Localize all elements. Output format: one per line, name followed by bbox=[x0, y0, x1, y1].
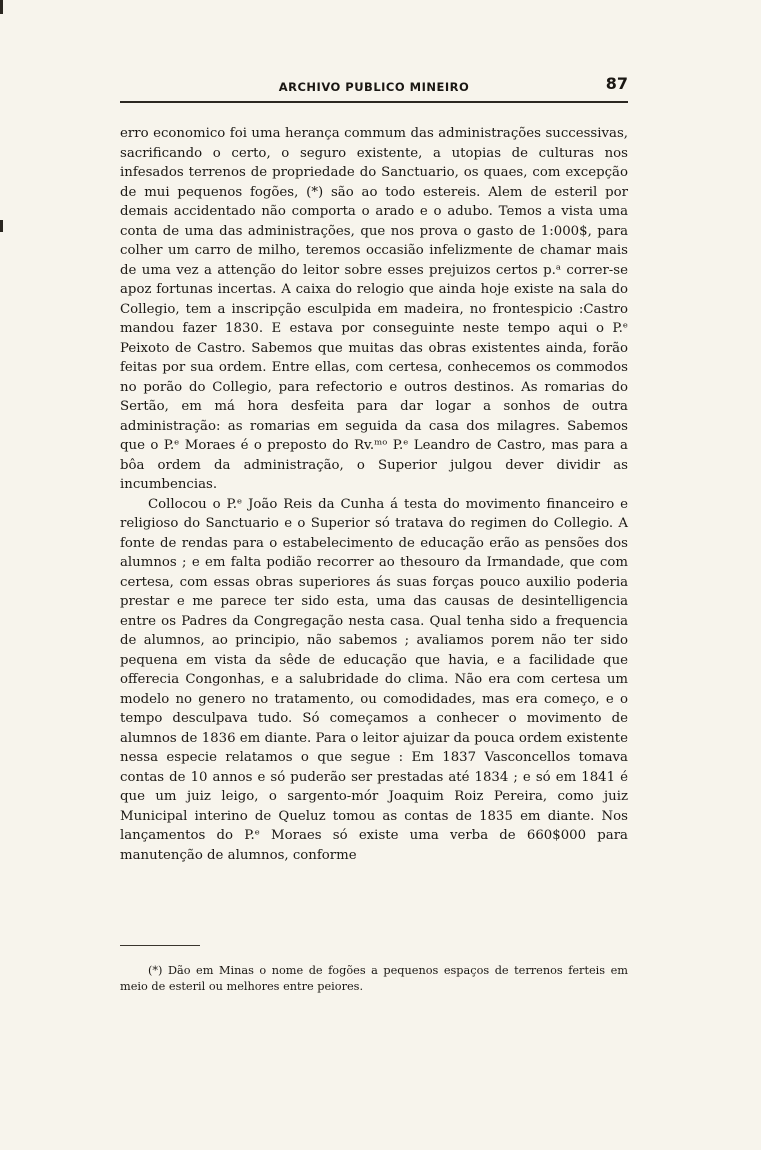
footnote-rule bbox=[120, 945, 200, 946]
running-head bbox=[120, 74, 628, 100]
scan-edge-mark bbox=[0, 0, 3, 14]
body-text bbox=[120, 124, 628, 865]
paragraph: Collocou o P.ᵉ João Reis da Cunha á testa do movimento financeiro e religioso do Sanctuario e o Superior só tratava do regimen do Collegio. A fonte de rendas para o estabelecimento de educação erão as pensões dos alumnos ; e em falta podião recorrer ao thesouro da Irmandade, que com certesa, com essas obras superiores ás suas forças pouco auxilio poderia prestar e me parece ter sido esta, uma das causas de desintelligencia entre os Padres da Congregação nesta casa. Qual tenha sido a frequencia de alumnos, ao principio, não sabemos ; avaliamos porem não ter sido pequena em vista da sêde de educação que havia, e a facilidade que offerecia Congonhas, e a salubridade do clima. Não era com certesa um modelo no genero no tratamento, ou comodidades, mas era começo, e o tempo desculpava tudo. Só começamos a conhecer o movimento de alumnos de 1836 em diante. Para o leitor ajuizar da pouca ordem existente nessa especie relatamos o que segue : Em 1837 Vasconcellos tomava contas de 10 annos e só puderão ser prestadas até 1834 ; e só em 1841 é que um juiz leigo, o sargento-mór Joaquim Roiz Pereira, como juiz Municipal interino de Queluz tomou as contas de 1835 em diante. Nos lançamentos do P.ᵉ Moraes só existe uma verba de 660$000 para manutenção de alumnos, conforme bbox=[120, 496, 628, 863]
scan-edge-mark bbox=[0, 220, 3, 232]
footnote: (*) Dão em Minas o nome de fogões a pequenos espaços de terrenos ferteis em meio de esteril ou melhores entre peiores. bbox=[120, 964, 628, 993]
header-rule bbox=[120, 101, 628, 103]
paragraph: erro economico foi uma herança commum das administrações successivas, sacrificando o certo, o seguro existente, a utopias de culturas nos infesados terrenos de propriedade do Sanctuario, os quaes, com excepção de mui pequenos fogões, (*) são ao todo estereis. Alem de esteril por demais accidentado não comporta o arado e o adubo. Temos a vista uma conta de uma das administrações, que nos prova o gasto de 1:000$, para colher um carro de milho, teremos occasião infelizmente de chamar mais de uma vez a attenção do leitor sobre esses prejuizos certos p.ᵃ correr-se apoz fortunas incertas. A caixa do relogio que ainda hoje existe na sala do Collegio, tem a inscripção esculpida em madeira, no frontespicio :Castro mandou fazer 1830. E estava por conseguinte neste tempo aqui o P.ᵉ Peixoto de Castro. Sabemos que muitas das obras existentes ainda, forão feitas por sua ordem. Entre ellas, com certesa, conhecemos os commodos no porão do Collegio, para refectorio e outros destinos. As romarias do Sertão, em má hora desfeita para dar logar a sonhos de outra administração: as romarias em seguida da casa dos milagres. Sabemos que o P.ᵉ Moraes é o preposto do Rv.ᵐᵒ P.ᵉ Leandro de Castro, mas para a bôa ordem da administração, o Superior julgou dever dividir as incumbencias. bbox=[120, 126, 628, 492]
page-number: 87 bbox=[605, 74, 628, 93]
running-title: ARCHIVO PUBLICO MINEIRO bbox=[278, 80, 470, 94]
